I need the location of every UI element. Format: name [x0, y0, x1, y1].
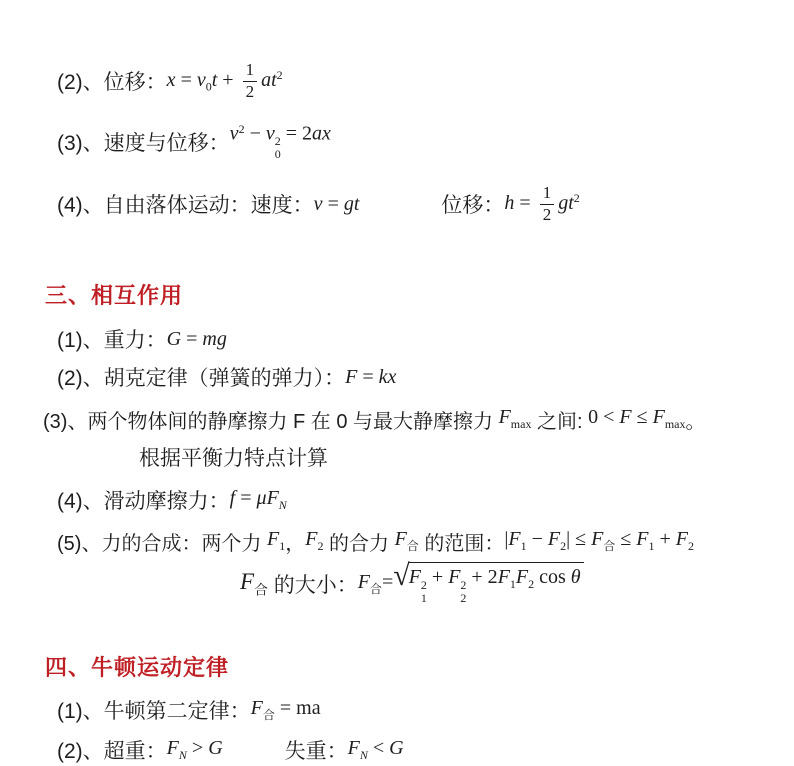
math-formula: v = gt: [313, 192, 360, 215]
line-text: (4)、自由落体运动：速度：: [57, 194, 314, 218]
line-text: 之间:: [531, 410, 589, 433]
math-formula: $f = \mu F_N$: [229, 487, 287, 513]
line-text: 的合力: [323, 532, 395, 555]
line-text: (3)、速度与位移：: [57, 131, 230, 155]
spacer: [359, 204, 441, 205]
section-heading-label: 三、相互作用: [45, 283, 184, 309]
math-formula: $F_合$ = ma: [250, 697, 321, 723]
header-interaction: [0, 279, 794, 310]
header-newton: [0, 651, 794, 682]
interaction-resultant-magnitude: [0, 559, 794, 605]
line-text: 位移：: [441, 194, 505, 218]
interaction-gravity: [0, 324, 794, 354]
line-text: (5)、力的合成：两个力: [57, 532, 267, 555]
math-formula: G = mg: [166, 327, 227, 350]
line-text: (2)、位移：: [57, 71, 167, 94]
interaction-static-friction: [0, 402, 794, 436]
math-formula: $x = v_0t$ + $\frac{1}{2}$ $at^2$: [166, 59, 283, 101]
math-formula: $v^2 - v$ 2 0 = 2ax: [229, 122, 331, 162]
line-text: (2)、超重：: [57, 740, 167, 764]
document-body: [0, 52, 794, 766]
math-formula: $F_2$: [305, 528, 324, 554]
math-formula: $F_1$: [267, 528, 286, 554]
line-text: ，: [285, 532, 306, 555]
line-text: (1)、重力：: [57, 329, 167, 353]
spacer: [223, 750, 285, 751]
line-text: (1)、牛顿第二定律：: [57, 700, 251, 724]
section-heading-label: 四、牛顿运动定律: [45, 655, 230, 681]
kinematics-displacement: [0, 52, 794, 110]
math-formula: $|F_1 - F_2| \le F_合 \le F_1 + F_2$: [504, 528, 695, 554]
kinematics-velocity-displacement: [0, 122, 794, 161]
line-text: 失重：: [284, 740, 348, 764]
math-formula: h = $\frac{1}{2}$ $gt^2$: [504, 183, 580, 224]
line-text: 。: [685, 410, 706, 433]
math-formula: $F_合$: [240, 568, 268, 598]
interaction-composition: [0, 524, 794, 558]
sqrt-expression: √ F 2 1 + F 2 2 + $2F_1F_2$ cos θ: [393, 562, 583, 605]
line-text: 的范围：: [418, 532, 505, 555]
math-formula: $F_合$: [394, 528, 419, 554]
newton-weight: [0, 734, 794, 766]
math-formula: $F_{max}$: [498, 406, 532, 432]
math-formula: $F_N > G$: [166, 737, 223, 763]
line-text: (2)、胡克定律（弹簧的弹力）：: [57, 367, 346, 391]
kinematics-freefall: [0, 177, 794, 231]
math-formula: F = kx: [345, 365, 397, 388]
line-text: (3)、两个物体间的静摩擦力 F 在 0 与最大静摩擦力: [43, 410, 499, 433]
line-text: 根据平衡力特点计算: [139, 447, 328, 471]
interaction-static-friction-note: [0, 442, 794, 472]
line-text: (4)、滑动摩擦力：: [57, 490, 230, 514]
newton-second-law: [0, 694, 794, 726]
math-formula: $F_N < G$: [347, 737, 404, 763]
math-formula: $0 < F \le F_{max}$: [588, 406, 686, 432]
math-formula: $F_合=$ √ F 2 1 + F 2 2 + $2F_1F_2$ cos θ: [358, 562, 584, 605]
interaction-hooke: [0, 362, 794, 392]
interaction-sliding-friction: [0, 484, 794, 516]
line-text: 的大小：: [267, 573, 358, 597]
